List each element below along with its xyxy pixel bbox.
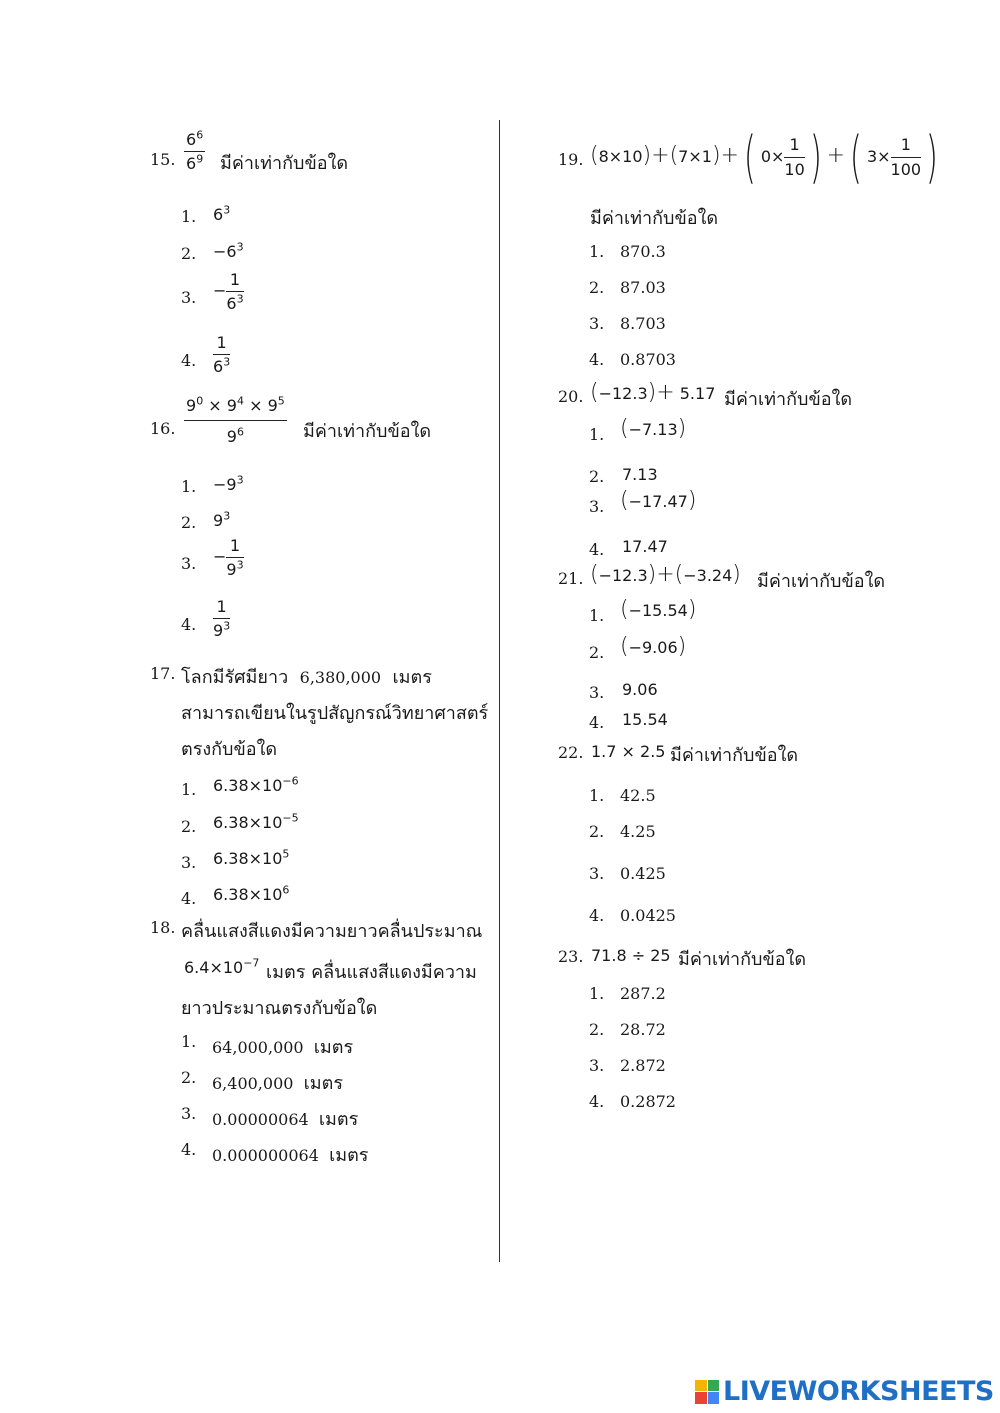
question-number: 20. [558,387,584,406]
question-math: (−12.3)+ 5.17 [590,380,716,405]
question-number: 22. [558,743,584,762]
question-text: มีค่าเท่ากับข้อใด [303,421,432,442]
logo-square [708,1380,720,1392]
question-text: มีค่าเท่ากับข้อใด [757,571,886,592]
question-number: 16. [150,419,176,438]
question-number: 21. [558,569,584,588]
logo-text: LIVEWORKSHEETS [723,1376,994,1407]
question-text: โลกมีรัศมียาว 6,380,000 เมตร [181,667,432,688]
liveworksheets-logo [695,1376,994,1407]
question-text: ยาวประมาณตรงกับข้อใด [181,998,378,1019]
question-number: 17. [150,664,176,683]
question-math: (8×10)+(7×1)+( 0× $\frac{1}{10}$ ) +( 3× $\frac{1}{100}$ ) [590,124,939,190]
column-divider [499,120,500,1262]
question-text: มีค่าเท่ากับข้อใด [220,153,349,174]
question-number: 19. [558,150,584,169]
question-number: 18. [150,918,176,937]
question-text: ตรงกับข้อใด [181,739,278,760]
question-text: มีค่าเท่ากับข้อใด [724,389,853,410]
question-text: มีค่าเท่ากับข้อใด [670,745,799,766]
question-math: (−12.3)+(−3.24) [590,562,741,587]
logo-square [708,1392,720,1404]
logo-mark-icon [695,1380,719,1404]
logo-square [695,1392,707,1404]
question-text: สามารถเขียนในรูปสัญกรณ์วิทยาศาสตร์ [181,703,489,724]
question-text: คลื่นแสงสีแดงมีความยาวคลื่นประมาณ [181,921,483,942]
question-math: $6.4\times 10^{-7}$ [184,956,260,977]
prompt-fraction: $\frac{6^6}{6^9}$ [186,128,204,173]
question-number: 23. [558,947,584,966]
question-text: มีค่าเท่ากับข้อใด [678,949,807,970]
question-text: มีค่าเท่ากับข้อใด [590,208,719,229]
question-math: 71.8 ÷ 25 [591,946,671,965]
prompt-fraction: $\frac{9^0 \times 9^4 \times 9^5}{9^6}$ [186,394,285,446]
logo-square [695,1380,707,1392]
question-text: เมตร คลื่นแสงสีแดงมีความ [266,962,477,983]
question-math: 1.7 × 2.5 [591,742,666,761]
question-number: 15. [150,150,176,169]
